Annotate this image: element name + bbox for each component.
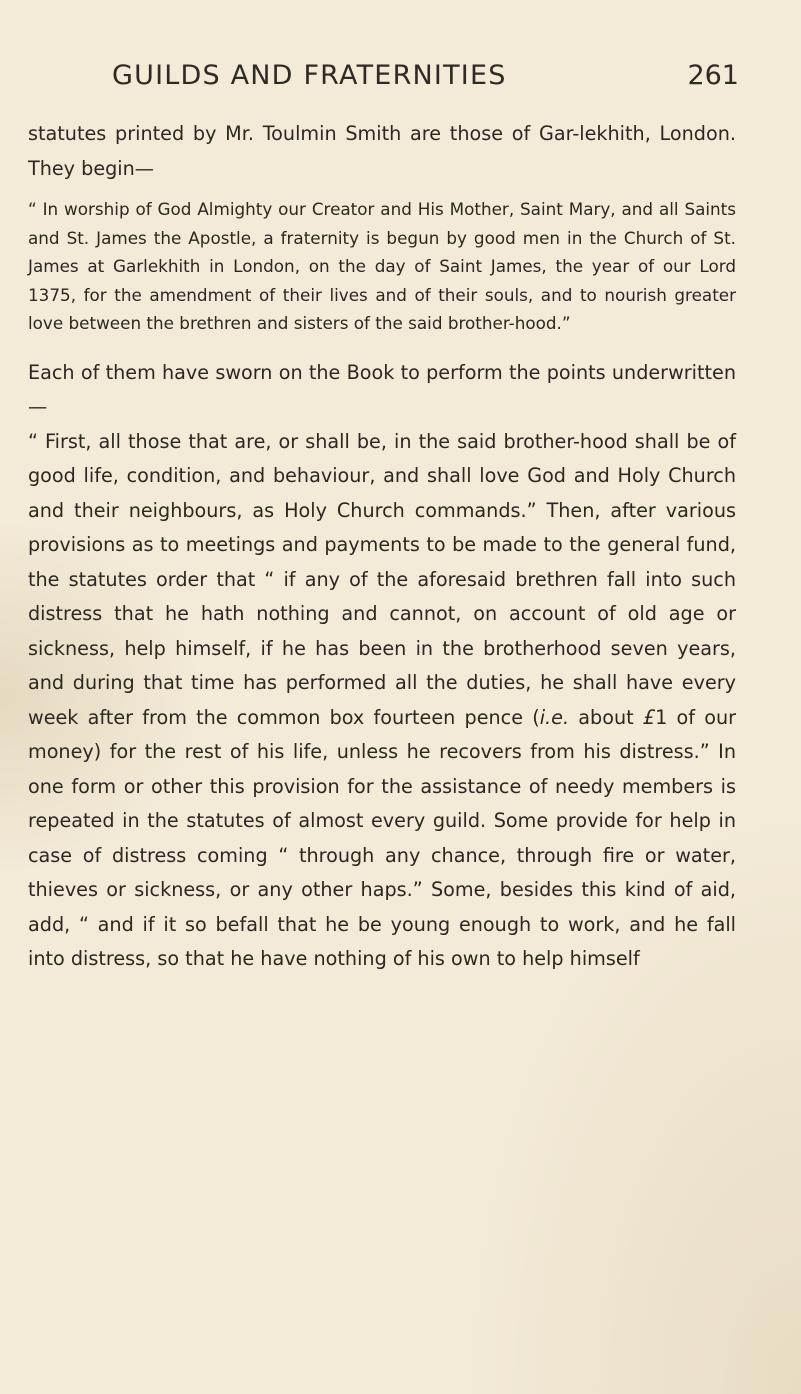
statutes-text-a: “ First, all those that are, or shall be, in the said brother-hood shall be of good life, condition, and behaviour, and shall love God and Holy Church and their neighbours, as Holy Church commands.” Then, after various provisions as to meetings and payments to be made to the general fund, the statutes order that “ if any of the aforesaid brethren fall into such distress that he hath nothing and cannot, on account of old age or sickness, help himself, if he has been in the brotherhood seven years, and during that time has performed all the duties, he shall have every week after from the common box fourteen pence (: [28, 429, 736, 729]
statutes-text-c: 1 of our money) for the rest of his life, unless he recovers from his distress.” In one form or other this provision for the assistance of needy members is repeated in the statutes of almost every guild. Some provide for help in case of distress coming “ through any chance, through fire or water, thieves or sickness, or any other haps.” Some, besides this kind of aid, add, “ and if it so befall that he be young enough to work, and he fall into distress, so that he have nothing of his own to help himself: [28, 705, 736, 971]
page-number: 261: [687, 60, 739, 91]
running-head: [112, 60, 739, 100]
paragraph-statutes: [28, 425, 736, 977]
running-title: GUILDS AND FRATERNITIES: [112, 60, 507, 91]
paragraph-opening: statutes printed by Mr. Toulmin Smith are those of Gar-lekhith, London. They begin—: [28, 122, 736, 180]
ie-abbreviation: i.e.: [539, 705, 570, 729]
statutes-text-b: about: [569, 705, 643, 729]
paragraph-oath: Each of them have sworn on the Book to perform the points underwritten—: [28, 360, 736, 419]
quotation-garlekhith: “ In worship of God Almighty our Creator and His Mother, Saint Mary, and all Saints and St. James the Apostle, a fraternity is begun by good men in the Church of St. James at Garlekhith in London, on the day of Saint James, the year of our Lord 1375, for the amendment of their lives and of their souls, and to nourish greater love between the brethren and sisters of the said brother-hood.”: [28, 199, 736, 334]
body-text: [28, 117, 736, 977]
pound-symbol: £: [642, 705, 656, 729]
